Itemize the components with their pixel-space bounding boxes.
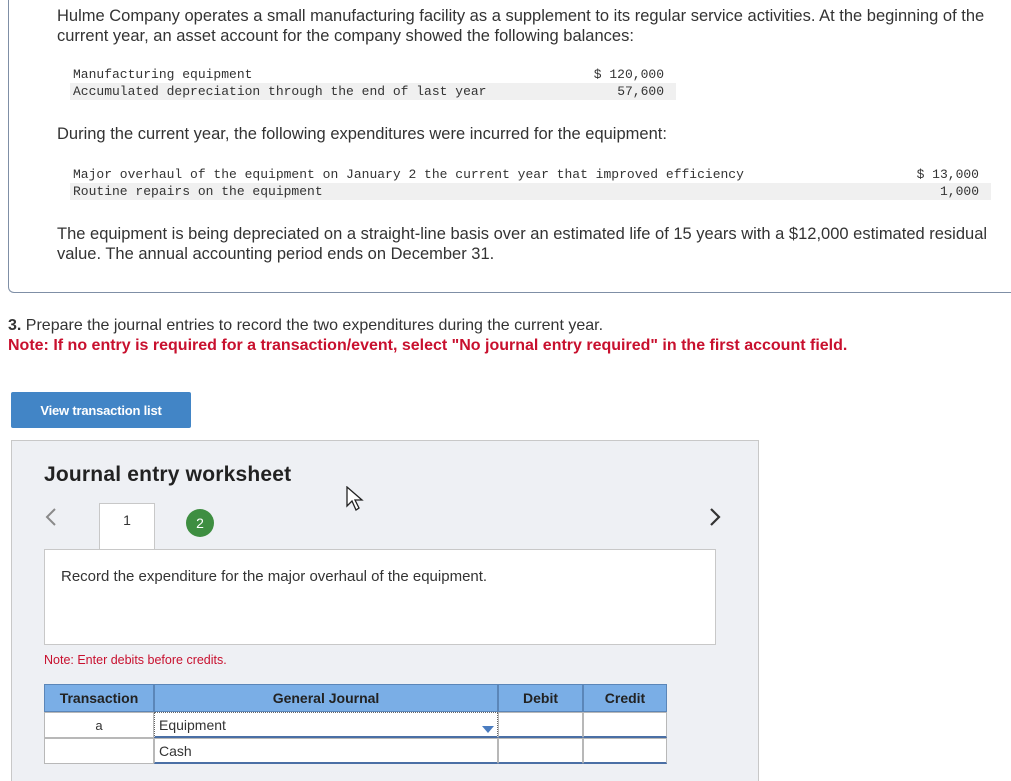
column-header-general-journal: General Journal [154,684,498,712]
instruction-text: Record the expenditure for the major overhaul of the equipment. [61,568,488,585]
account-value: Equipment [159,716,226,733]
account-value: Cash [159,742,192,759]
view-transaction-list-button[interactable]: View transaction list [11,392,191,428]
journal-entry-worksheet [11,440,759,781]
credit-input[interactable] [583,712,667,738]
expenditure-row [70,166,991,183]
expenditure-label: Major overhaul of the equipment on January 2 the current year that improved efficiency [73,167,744,182]
credit-input[interactable] [583,738,667,764]
problem-intro: Hulme Company operates a small manufacturing facility as a supplement to its regular service activities. At the beginning of the current year, an asset account for the company showed the following balances: [57,7,985,45]
transaction-cell [44,738,154,764]
chevron-left-icon[interactable] [44,503,58,534]
balance-amount: $ 120,000 [593,67,664,82]
expenditure-label: Routine repairs on the equipment [73,184,323,199]
account-select[interactable] [154,738,498,764]
expenditures-intro: During the current year, the following expenditures were incurred for the equipment: [57,125,667,143]
debit-input[interactable] [498,738,583,764]
balance-label: Manufacturing equipment [73,67,253,82]
expenditure-amount: 1,000 [939,184,979,199]
depreciation-text: The equipment is being depreciated on a straight-line basis over an estimated life of 15 years with a $12,000 estimated residual value. The annual accounting period ends on December 31. [57,225,988,263]
dropdown-arrow-icon[interactable] [482,721,494,737]
balance-amount: 57,600 [617,84,664,99]
column-header-transaction: Transaction [44,684,154,712]
expenditure-row [70,183,991,200]
balance-label: Accumulated depreciation through the end of last year [73,84,487,99]
balance-row [70,66,676,83]
debits-note: Note: Enter debits before credits. [44,653,227,667]
column-header-debit: Debit [498,684,583,712]
instruction-box [44,549,716,645]
chevron-right-icon[interactable] [708,503,722,534]
tab-1[interactable]: 1 [99,503,155,549]
expenditure-amount: $ 13,000 [916,167,979,182]
worksheet-title: Journal entry worksheet [44,463,292,486]
question-note: Note: If no entry is required for a transaction/event, select "No journal entry required" in the first account field. [8,337,848,354]
balance-row [70,83,676,100]
question-line [8,317,603,335]
expenditures-table [70,166,991,200]
account-select[interactable] [154,712,498,738]
question-text: Prepare the journal entries to record the two expenditures during the current year. [25,317,604,334]
question-number: 3. [8,317,22,334]
mouse-cursor-icon [346,486,364,517]
debit-input[interactable] [498,712,583,738]
tab-2[interactable]: 2 [186,509,214,537]
balances-table [70,66,676,100]
transaction-cell: a [44,712,154,738]
column-header-credit: Credit [583,684,667,712]
